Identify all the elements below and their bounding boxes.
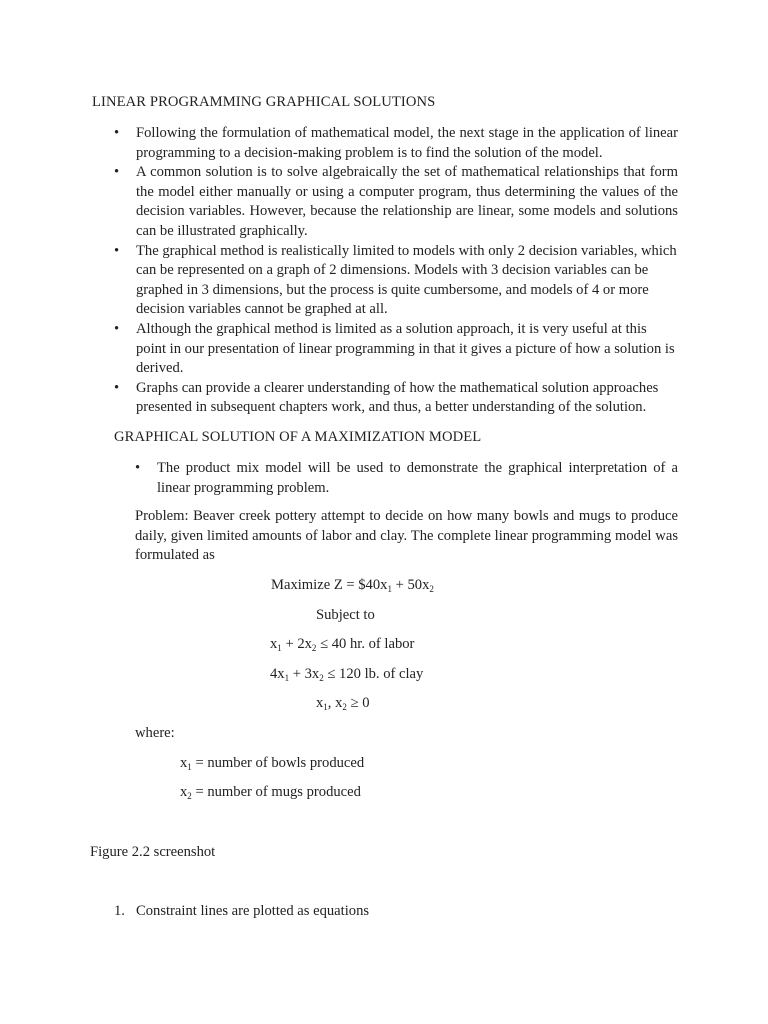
constraint-clay: $4x_1 + 3x_2 \le 120$ lb. of clay (270, 666, 424, 683)
numbered-item-text: Constraint lines are plotted as equations (136, 903, 370, 919)
problem-paragraph: Problem: Beaver creek pottery attempt to decide on how many bowls and mugs to produce daily, given limited amounts of labor and clay. The complete linear programming model was formulated as (135, 508, 678, 564)
variable-definition-x2: $x_2$ = number of mugs produced (180, 784, 361, 801)
section-heading-maximization: GRAPHICAL SOLUTION OF A MAXIMIZATION MODEL (114, 429, 482, 445)
constraint-labor: $x_1 + 2x_2 \le 40$ hr. of labor (270, 636, 415, 653)
numbered-item-1 (114, 902, 370, 922)
list-item: • A common solution is to solve algebraically the set of mathematical relationships that form the model either manually or using a computer program, thus determining the values of the decision variables. However, because the relationship are linear, some models and solutions can be illustrated graphically. (114, 163, 678, 241)
bullet-list-2 (135, 459, 678, 498)
figure-caption: Figure 2.2 screenshot (90, 844, 216, 860)
list-item: • Graphs can provide a clearer understanding of how the mathematical solution approaches presented in subsequent chapters work, and thus, a better understanding of the solution. (114, 379, 678, 418)
list-number: 1. (114, 903, 125, 919)
objective-function: Maximize $Z = \$40x_1 + 50x_2$ (271, 577, 434, 594)
list-item: • The graphical method is realistically limited to models with only 2 decision variables, which can be represented on a graph of 2 dimensions. Models with 3 decision variables can be graphed in 3 dimensions, but the process is quite cumbersome, and models of 4 or more decision variables cannot be graphed at all. (114, 242, 678, 320)
nonnegativity-constraint: $x_1$, $x_2 \ge 0$ (316, 695, 370, 712)
list-item: • Although the graphical method is limited as a solution approach, it is very useful at this point in our presentation of linear programming in that it gives a picture of how a solution is derived. (114, 320, 678, 379)
bullet-list (114, 124, 678, 418)
variable-definition-x1: $x_1$ = number of bowls produced (180, 755, 365, 772)
list-item: • The product mix model will be used to demonstrate the graphical interpretation of a linear programming problem. (135, 459, 678, 498)
section-heading-linear-programming: LINEAR PROGRAMMING GRAPHICAL SOLUTIONS (92, 94, 436, 110)
where-label: where: (135, 725, 175, 741)
subject-to-label: Subject to (316, 607, 375, 623)
list-item: • Following the formulation of mathematical model, the next stage in the application of linear programming to a decision-making problem is to find the solution of the model. (114, 124, 678, 163)
